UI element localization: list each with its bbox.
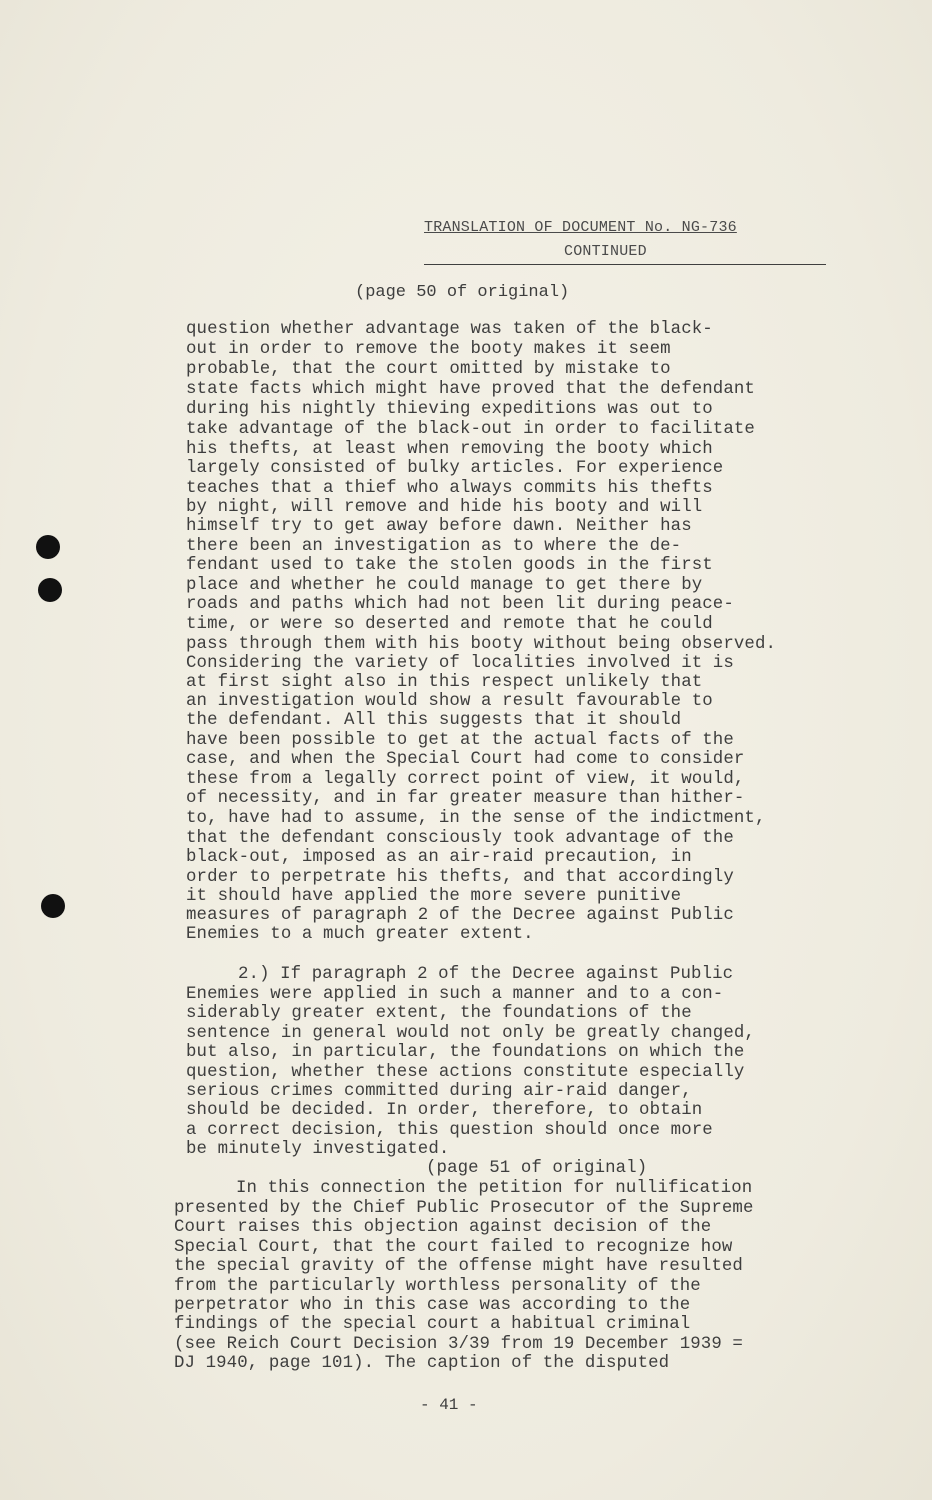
- text-line: time, or were so deserted and remote that he could: [186, 615, 713, 634]
- text-line: out in order to remove the booty makes it seem: [186, 340, 671, 359]
- text-line: himself try to get away before dawn. Neither has: [186, 517, 692, 536]
- text-line: roads and paths which had not been lit during peace-: [186, 595, 734, 614]
- text-line: the defendant. All this suggests that it should: [186, 711, 682, 730]
- text-line: question, whether these actions constitute especially: [186, 1063, 745, 1082]
- text-line: fendant used to take the stolen goods in the first: [186, 556, 713, 575]
- text-line: but also, in particular, the foundations on which the: [186, 1043, 745, 1062]
- text-line: have been possible to get at the actual facts of the: [186, 731, 734, 750]
- text-line: pass through them with his booty without being observed.: [186, 635, 777, 654]
- text-line: findings of the special court a habitual criminal: [174, 1315, 691, 1334]
- text-line: question whether advantage was taken of the black-: [186, 320, 713, 339]
- text-line: be minutely investigated.: [186, 1140, 450, 1159]
- text-line: sentence in general would not only be greatly changed,: [186, 1024, 755, 1043]
- text-line: probable, that the court omitted by mistake to: [186, 360, 671, 379]
- punch-hole: [38, 578, 62, 602]
- text-line: to, have had to assume, in the sense of the indictment,: [186, 809, 766, 828]
- text-line: that the defendant consciously took advantage of the: [186, 829, 734, 848]
- text-line: teaches that a thief who always commits his thefts: [186, 479, 713, 498]
- text-line: order to perpetrate his thefts, and that accordingly: [186, 868, 734, 887]
- punch-hole: [41, 894, 65, 918]
- text-line: an investigation would show a result favourable to: [186, 692, 713, 711]
- text-line: Special Court, that the court failed to recognize how: [174, 1238, 733, 1257]
- header-continued: CONTINUED: [564, 243, 647, 260]
- text-line: case, and when the Special Court had come to consider: [186, 750, 745, 769]
- text-line: Court raises this objection against decision of the: [174, 1218, 712, 1237]
- punch-hole: [36, 535, 60, 559]
- text-line: should be decided. In order, therefore, to obtain: [186, 1101, 703, 1120]
- text-line: perpetrator who in this case was according to the: [174, 1296, 691, 1315]
- text-line: presented by the Chief Public Prosecutor of the Supreme: [174, 1199, 754, 1218]
- text-line: at first sight also in this respect unlikely that: [186, 673, 703, 692]
- text-line: Enemies to a much greater extent.: [186, 925, 534, 944]
- page-number: - 41 -: [420, 1396, 478, 1414]
- text-line: during his nightly thieving expeditions was out to: [186, 400, 713, 419]
- text-line: largely consisted of bulky articles. For experience: [186, 459, 724, 478]
- text-line: black-out, imposed as an air-raid precaution, in: [186, 848, 692, 867]
- text-line: measures of paragraph 2 of the Decree against Public: [186, 906, 734, 925]
- text-line: state facts which might have proved that the defendant: [186, 380, 755, 399]
- text-line: his thefts, at least when removing the booty which: [186, 440, 713, 459]
- text-line: 2.) If paragraph 2 of the Decree against Public: [238, 965, 734, 984]
- text-line: (see Reich Court Decision 3/39 from 19 December 1939 =: [174, 1335, 743, 1354]
- text-line: from the particularly worthless personality of the: [174, 1277, 701, 1296]
- text-line: take advantage of the black-out in order to facilitate: [186, 420, 755, 439]
- text-line: of necessity, and in far greater measure than hither-: [186, 789, 745, 808]
- text-line: these from a legally correct point of view, it would,: [186, 770, 745, 789]
- text-line: the special gravity of the offense might have resulted: [174, 1257, 743, 1276]
- text-line: a correct decision, this question should once more: [186, 1121, 713, 1140]
- text-line: DJ 1940, page 101). The caption of the disputed: [174, 1354, 670, 1373]
- text-line: siderably greater extent, the foundations of the: [186, 1004, 692, 1023]
- text-line: Enemies were applied in such a manner and to a con-: [186, 985, 724, 1004]
- text-line: serious crimes committed during air-raid danger,: [186, 1082, 692, 1101]
- original-page-note: (page 50 of original): [355, 283, 570, 302]
- text-line: In this connection the petition for nullification: [236, 1179, 753, 1198]
- text-line: Considering the variety of localities involved it is: [186, 654, 734, 673]
- text-line: there been an investigation as to where the de-: [186, 537, 682, 556]
- text-line: it should have applied the more severe punitive: [186, 887, 682, 906]
- original-page-note: (page 51 of original): [426, 1159, 648, 1178]
- text-line: place and whether he could manage to get there by: [186, 576, 703, 595]
- header-title: TRANSLATION OF DOCUMENT No. NG-736: [424, 219, 737, 236]
- header-rule: [424, 264, 826, 265]
- text-line: by night, will remove and hide his booty and will: [186, 498, 703, 517]
